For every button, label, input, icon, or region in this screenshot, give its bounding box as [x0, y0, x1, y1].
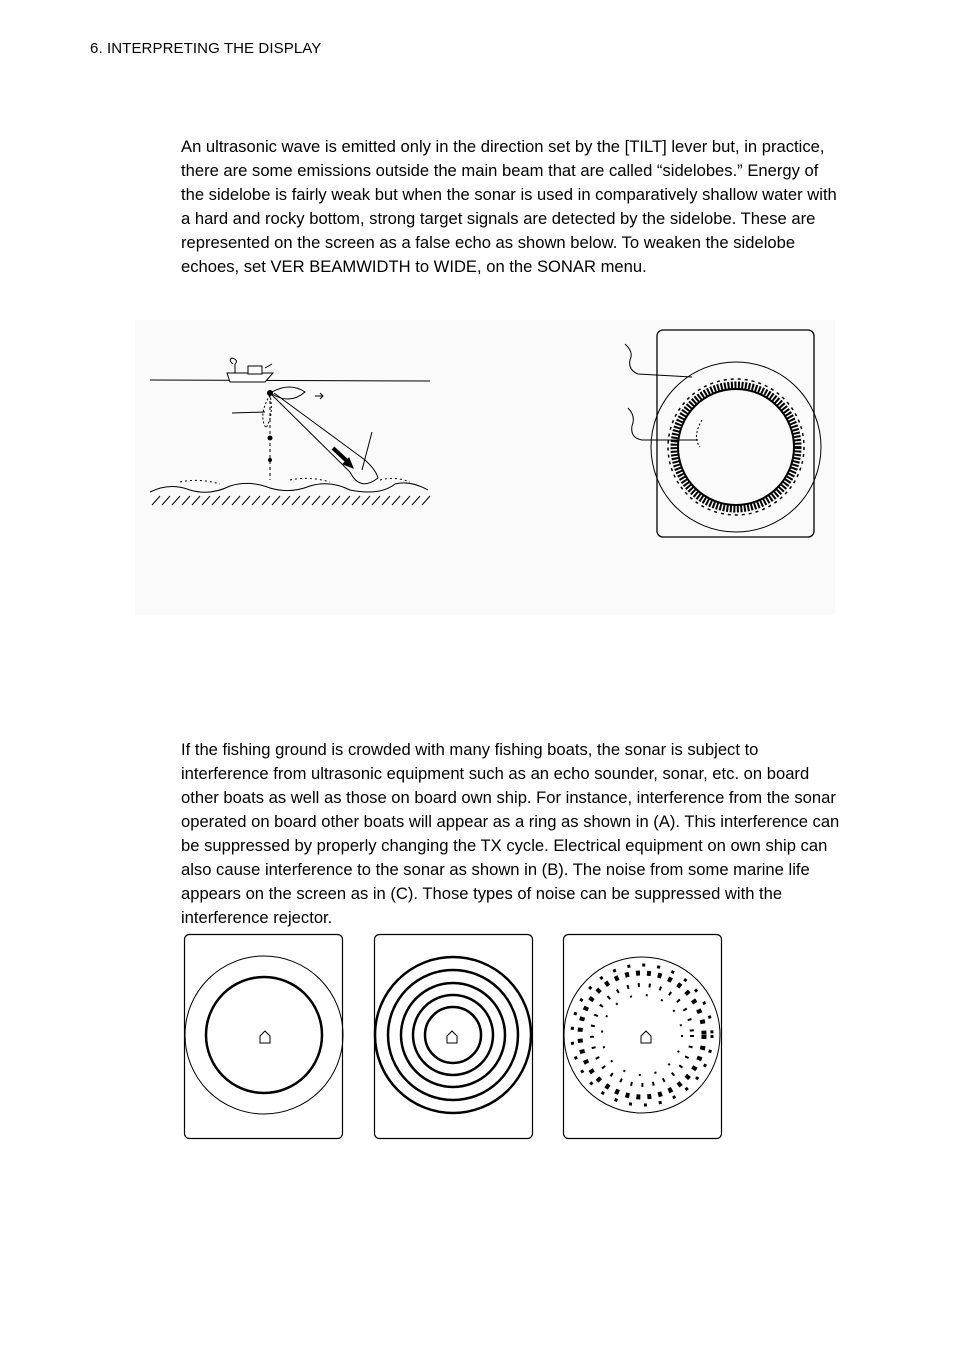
- main-beam: [272, 393, 378, 484]
- interference-figure-c: [562, 933, 725, 1141]
- ring-5: [425, 1007, 481, 1063]
- sidelobe-echo-ring: [668, 379, 804, 515]
- false-echo-ring: [674, 385, 798, 509]
- interference-ring: [206, 977, 322, 1093]
- house-icon: [260, 1031, 270, 1043]
- sidelobe-beam: [263, 395, 272, 428]
- sea-surface-line: [150, 380, 430, 381]
- screen-frame: [564, 935, 722, 1139]
- house-icon: [447, 1031, 457, 1043]
- screen-frame: [185, 935, 343, 1139]
- ring-2: [388, 970, 518, 1100]
- boat-cabin: [248, 366, 262, 374]
- sidelobe-paragraph: An ultrasonic wave is emitted only in the direction set by the [TILT] lever but, in practice, there are some emissions outside the main beam that are called “sidelobes.” Energy of the sidelobe is fairly weak but when the sonar is used in comparatively shallow water with a hard and rocky bottom, strong target signals are detected by the sidelobe. These are represented on the screen as a false echo as shown below. To weaken the sidelobe echoes, set VER BEAMWIDTH to WIDE, on the SONAR menu.: [181, 137, 837, 276]
- interference-figure-b: [373, 933, 536, 1141]
- forward-lobe: [272, 387, 305, 399]
- sidelobe-illustration: [140, 320, 435, 520]
- ring-1: [375, 957, 531, 1113]
- screen-frame: [375, 935, 533, 1139]
- bottom-echo-ring: [678, 389, 794, 505]
- house-icon: [641, 1031, 651, 1043]
- leader-line-top: [625, 344, 692, 377]
- sidelobe-screen-illustration: [620, 322, 825, 544]
- sea-bottom-line: [150, 483, 428, 492]
- mainlobe-leader: [362, 432, 372, 470]
- display-circle: [185, 956, 343, 1114]
- beam-direction-arrow: [333, 448, 348, 462]
- interference-figure-a: [183, 933, 346, 1141]
- ring-3: [401, 983, 505, 1087]
- sidelobe-leader: [232, 412, 265, 413]
- interference-paragraph: If the fishing ground is crowded with many fishing boats, the sonar is subject to interference from ultrasonic equipment such as an echo sounder, sonar, etc. on board other boats as well as those on board own ship. For instance, interference from the sonar operated on board other boats will appear as a ring as shown in (A). This interference can be suppressed by properly changing the TX cycle. Electrical equipment on own ship can also cause interference to the sonar as shown in (B). The noise from some marine life appears on the screen as in (C). Those types of noise can be suppressed with the interference rejector.: [181, 740, 840, 927]
- section-header: 6. INTERPRETING THE DISPLAY: [90, 40, 322, 57]
- boat-mast: [230, 358, 236, 373]
